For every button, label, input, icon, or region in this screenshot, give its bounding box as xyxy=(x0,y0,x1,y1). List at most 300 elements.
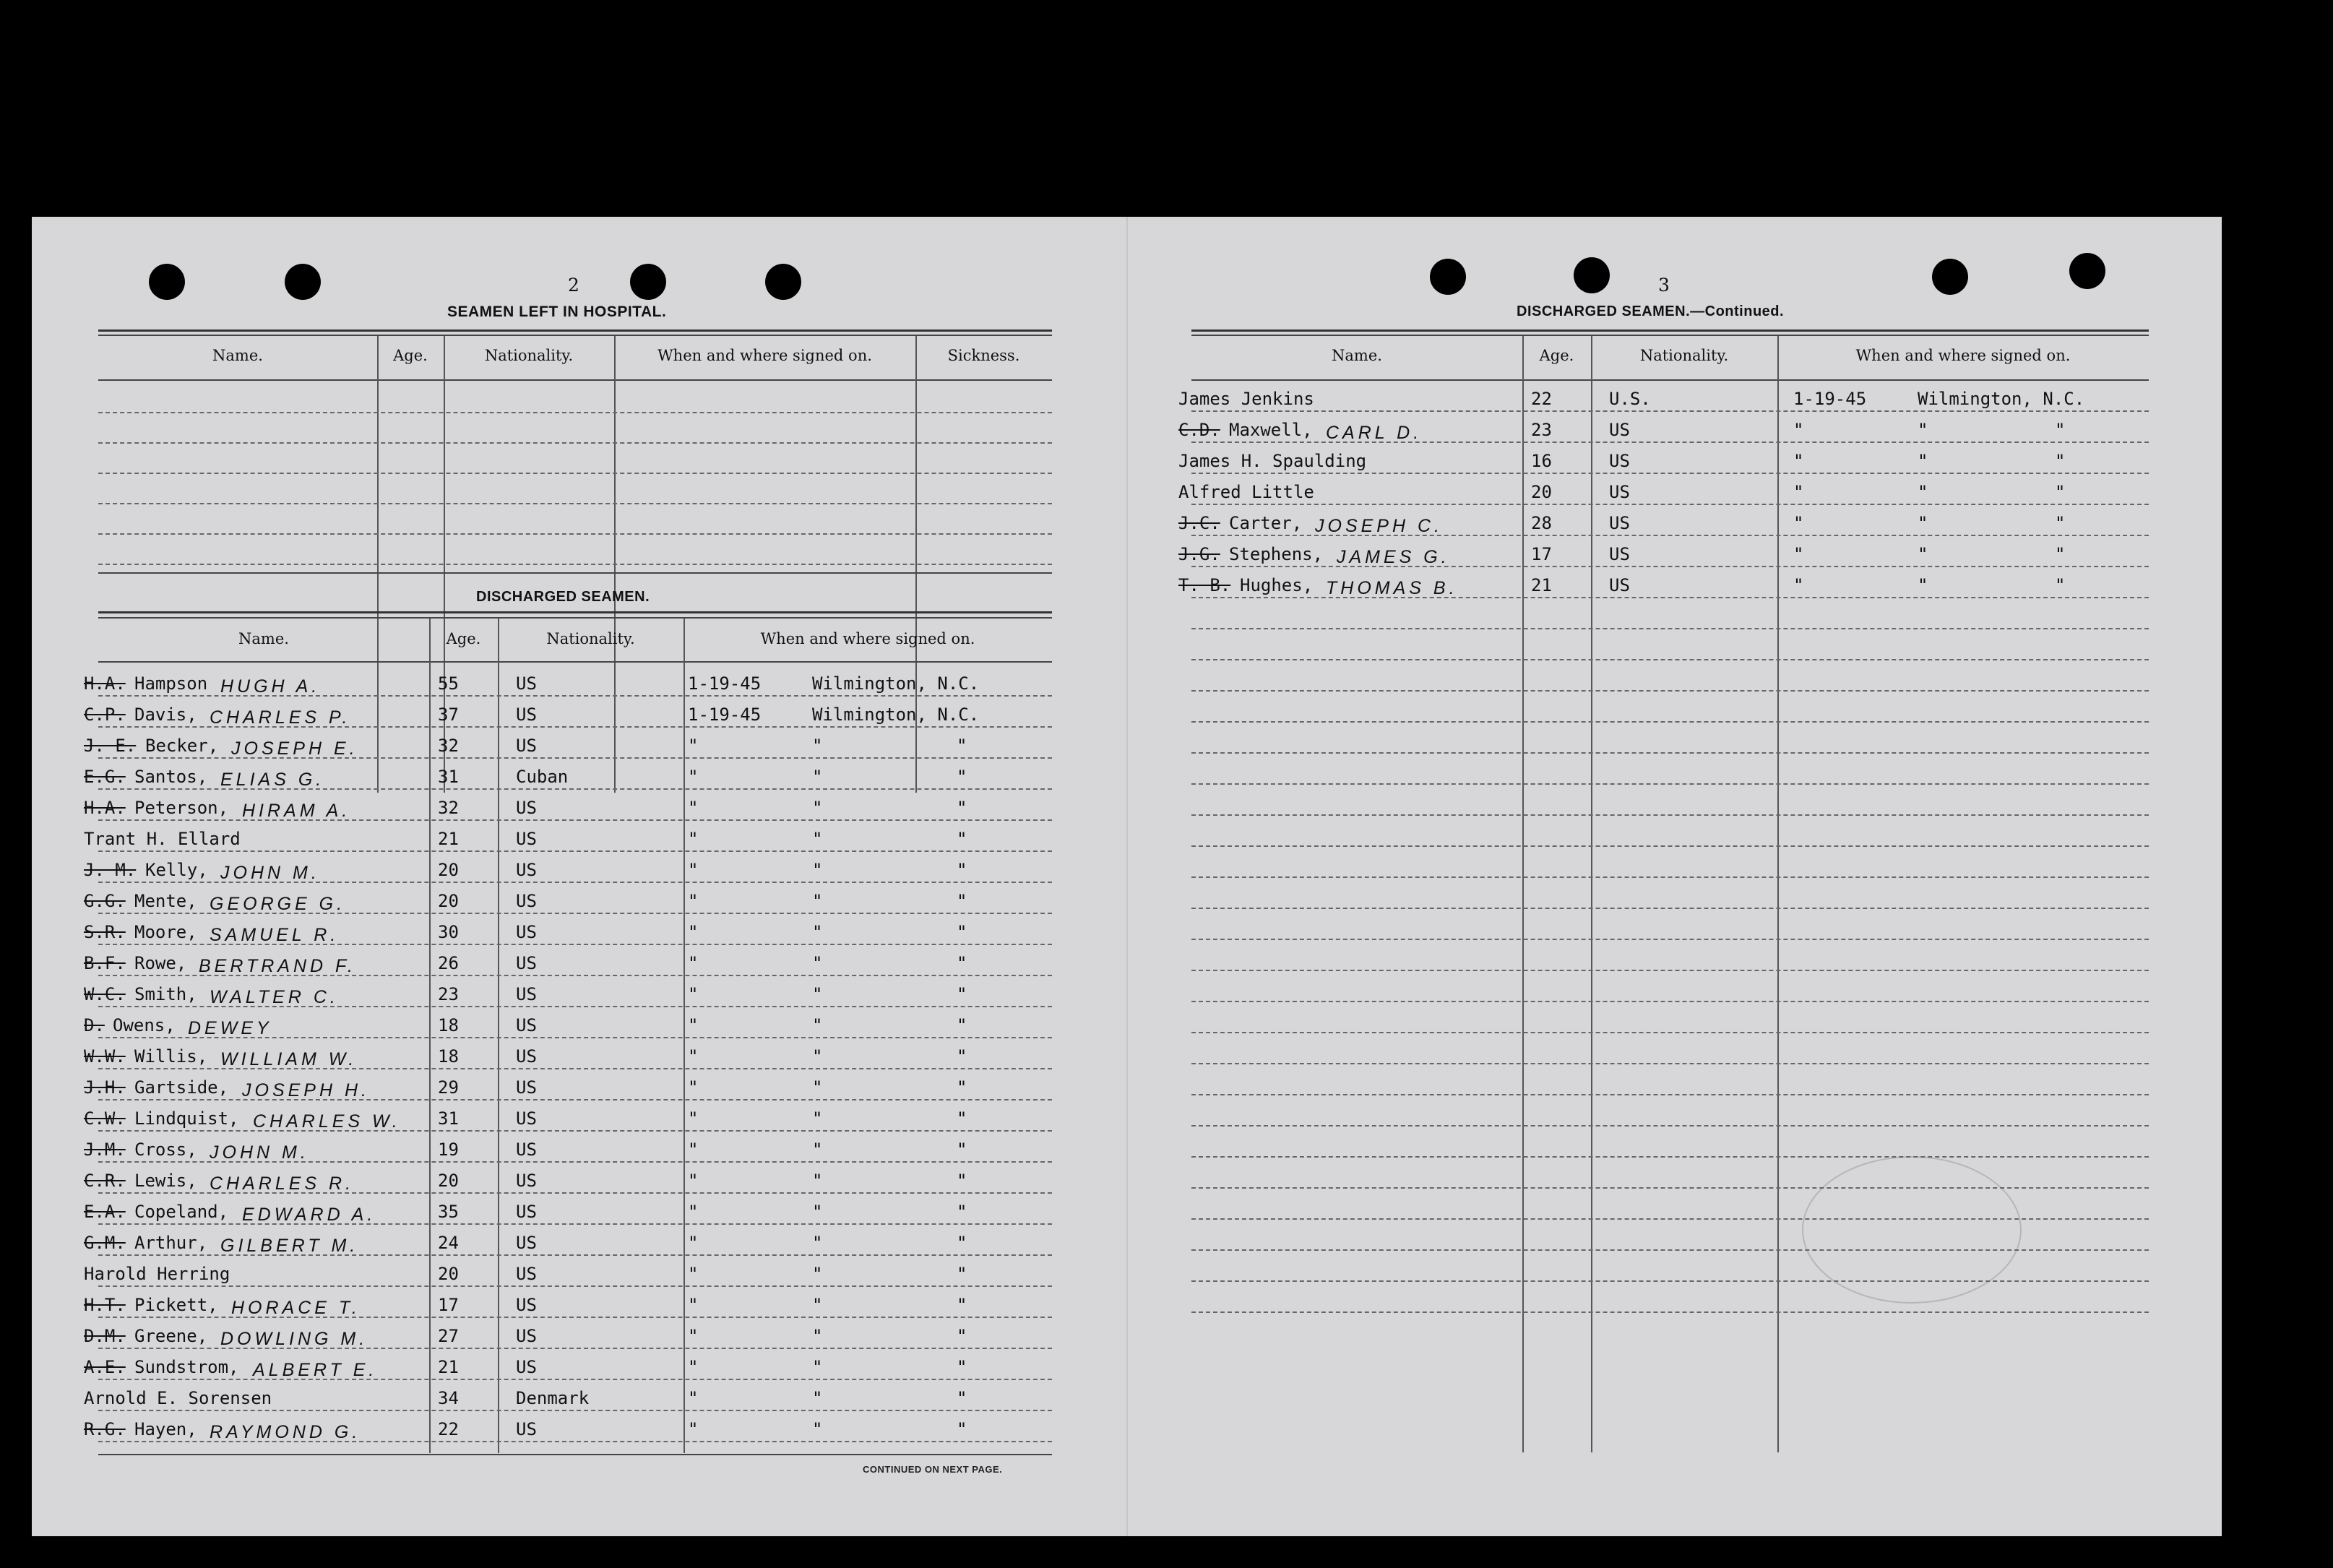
discharged-bottom-rule xyxy=(98,1454,1052,1455)
signed-on-date: " xyxy=(1793,420,1804,440)
signed-on-state: " xyxy=(2055,451,2066,471)
signed-on-state: " xyxy=(957,1295,967,1315)
handwritten-name: DEWEY xyxy=(188,1018,272,1038)
signed-on-state: " xyxy=(957,860,967,880)
signed-on-place: Wilmington, N.C. xyxy=(812,673,980,694)
seaman-initials: C.R. xyxy=(84,1171,126,1191)
seaman-nationality: US xyxy=(516,1295,537,1315)
seaman-nationality: Denmark xyxy=(516,1388,590,1408)
hospital-row-line xyxy=(98,412,1052,413)
hospital-row-line xyxy=(98,442,1052,444)
seaman-initials: J. E. xyxy=(84,736,137,756)
signed-on-state: " xyxy=(2055,513,2066,533)
seaman-age: 20 xyxy=(438,1171,459,1191)
seaman-initials: E.A. xyxy=(84,1202,126,1222)
seaman-initials: G.M. xyxy=(84,1233,126,1253)
seaman-initials: H.A. xyxy=(84,673,126,694)
signed-on-place: " xyxy=(812,860,823,880)
signed-on-state: " xyxy=(957,1015,967,1035)
signed-on-state: " xyxy=(957,953,967,973)
signed-on-place: " xyxy=(1918,482,1928,502)
signed-on-date: " xyxy=(1793,513,1804,533)
handwritten-name: WALTER C. xyxy=(210,987,339,1007)
signed-on-date: " xyxy=(688,1140,699,1160)
hospital-row-line xyxy=(98,503,1052,504)
seaman-initials: A.E. xyxy=(84,1357,126,1377)
seaman-age: 31 xyxy=(438,767,459,787)
signed-on-state: " xyxy=(957,891,967,911)
seaman-age: 17 xyxy=(438,1295,459,1315)
seaman-age: 16 xyxy=(1531,451,1552,471)
signed-on-state: " xyxy=(957,1202,967,1222)
seaman-nationality: US xyxy=(1609,513,1630,533)
hospital-header-nationality: Nationality. xyxy=(484,347,574,364)
row-rule xyxy=(98,1099,1052,1100)
signed-on-state: " xyxy=(957,1046,967,1067)
signed-on-state: " xyxy=(957,829,967,849)
signed-on-date: 1-19-45 xyxy=(1793,389,1867,409)
seaman-initials: D. xyxy=(84,1015,105,1035)
row-rule xyxy=(1191,473,2149,474)
row-rule xyxy=(1191,783,2149,785)
row-rule xyxy=(1191,1249,2149,1251)
seaman-surname: Mente, xyxy=(134,891,197,911)
signed-on-date: " xyxy=(688,798,699,818)
handwritten-name: DOWLING M. xyxy=(220,1329,368,1349)
seaman-age: 21 xyxy=(1531,575,1552,595)
seaman-surname: Copeland, xyxy=(134,1202,229,1222)
seaman-nationality: US xyxy=(516,1171,537,1191)
seaman-age: 29 xyxy=(438,1077,459,1098)
signed-on-date: " xyxy=(688,984,699,1004)
discharged-col-divider xyxy=(429,619,431,1453)
seaman-initials: C.P. xyxy=(84,705,126,725)
handwritten-name: BERTRAND F. xyxy=(199,956,357,976)
signed-on-date: " xyxy=(688,1202,699,1222)
seaman-initials: E.G. xyxy=(84,767,126,787)
row-rule xyxy=(1191,628,2149,629)
seaman-surname: Willis, xyxy=(134,1046,208,1067)
signed-on-date: " xyxy=(688,1419,699,1439)
row-rule xyxy=(1191,566,2149,567)
seaman-nationality: US xyxy=(516,860,537,880)
row-rule xyxy=(98,850,1052,852)
row-rule xyxy=(98,1223,1052,1225)
seaman-surname: Santos, xyxy=(134,767,208,787)
seaman-age: 24 xyxy=(438,1233,459,1253)
seaman-surname: Lewis, xyxy=(134,1171,197,1191)
signed-on-state: " xyxy=(957,1388,967,1408)
seaman-nationality: U.S. xyxy=(1609,389,1651,409)
signed-on-place: " xyxy=(812,1264,823,1284)
seaman-surname: James Jenkins xyxy=(1178,389,1314,409)
signed-on-place: " xyxy=(812,1388,823,1408)
handwritten-name: GEORGE G. xyxy=(210,894,346,914)
handwritten-name: GILBERT M. xyxy=(220,1236,359,1256)
seaman-nationality: US xyxy=(1609,420,1630,440)
signed-on-place: Wilmington, N.C. xyxy=(1918,389,2085,409)
handwritten-name: CHARLES R. xyxy=(210,1173,355,1194)
seaman-initials: C.D. xyxy=(1178,420,1220,440)
punch-hole xyxy=(1430,259,1466,295)
seaman-surname: Peterson, xyxy=(134,798,229,818)
seaman-nationality: US xyxy=(516,798,537,818)
row-rule xyxy=(1191,1001,2149,1002)
seaman-initials: S.R. xyxy=(84,922,126,942)
handwritten-name: CHARLES W. xyxy=(253,1111,401,1132)
hospital-header-rule xyxy=(98,335,1052,336)
signed-on-place: " xyxy=(812,1140,823,1160)
hospital-row-line xyxy=(98,564,1052,565)
seaman-age: 18 xyxy=(438,1015,459,1035)
signed-on-date: " xyxy=(1793,575,1804,595)
seaman-surname: Carter, xyxy=(1229,513,1303,533)
seaman-surname: Kelly, xyxy=(145,860,208,880)
row-rule xyxy=(1191,1063,2149,1064)
signed-on-state: " xyxy=(957,1077,967,1098)
signed-on-place: " xyxy=(812,1171,823,1191)
seaman-age: 32 xyxy=(438,798,459,818)
signed-on-place: " xyxy=(1918,544,1928,564)
row-rule xyxy=(1191,1187,2149,1189)
row-rule xyxy=(1191,721,2149,723)
row-rule xyxy=(98,819,1052,821)
seaman-nationality: US xyxy=(516,705,537,725)
seaman-age: 20 xyxy=(438,860,459,880)
hospital-bottom-rule xyxy=(98,572,1052,574)
seaman-initials: H.A. xyxy=(84,798,126,818)
seaman-surname: Owens, xyxy=(113,1015,176,1035)
handwritten-name: HUGH A. xyxy=(220,676,321,697)
discharged-top-rule xyxy=(98,611,1052,613)
signed-on-place: " xyxy=(1918,451,1928,471)
row-rule xyxy=(1191,1218,2149,1220)
signed-on-place: " xyxy=(812,953,823,973)
seaman-nationality: US xyxy=(1609,482,1630,502)
handwritten-name: HORACE T. xyxy=(231,1298,361,1318)
row-rule xyxy=(1191,1125,2149,1127)
row-rule xyxy=(1191,939,2149,940)
seaman-age: 18 xyxy=(438,1046,459,1067)
signed-on-date: " xyxy=(688,829,699,849)
seaman-nationality: US xyxy=(1609,544,1630,564)
seaman-age: 20 xyxy=(438,1264,459,1284)
row-rule xyxy=(1191,1094,2149,1095)
discharged-header-age: Age. xyxy=(446,630,481,647)
right-header-rule xyxy=(1191,335,2149,336)
seaman-surname: Arthur, xyxy=(134,1233,208,1253)
signed-on-place: " xyxy=(812,1357,823,1377)
hospital-header-bottom-rule xyxy=(98,379,1052,381)
signed-on-date: " xyxy=(688,922,699,942)
seaman-age: 35 xyxy=(438,1202,459,1222)
seaman-surname: Trant H. Ellard xyxy=(84,829,241,849)
signed-on-state: " xyxy=(2055,575,2066,595)
seaman-surname: Pickett, xyxy=(134,1295,218,1315)
seaman-nationality: US xyxy=(516,984,537,1004)
signed-on-date: " xyxy=(688,1326,699,1346)
hospital-header-sickness: Sickness. xyxy=(947,347,1020,364)
row-rule xyxy=(1191,690,2149,692)
seaman-nationality: Cuban xyxy=(516,767,569,787)
seaman-nationality: US xyxy=(516,922,537,942)
handwritten-name: JOSEPH H. xyxy=(242,1080,370,1100)
seaman-age: 32 xyxy=(438,736,459,756)
seaman-surname: Maxwell, xyxy=(1229,420,1313,440)
hospital-row-line xyxy=(98,533,1052,535)
row-rule xyxy=(98,1130,1052,1132)
continued-title: DISCHARGED SEAMEN.—Continued. xyxy=(1517,303,1785,319)
seaman-initials: J.C. xyxy=(1178,513,1220,533)
signed-on-date: " xyxy=(688,1264,699,1284)
handwritten-name: RAYMOND G. xyxy=(210,1422,361,1442)
signed-on-state: " xyxy=(957,1419,967,1439)
punch-hole xyxy=(1932,259,1968,295)
seaman-age: 23 xyxy=(438,984,459,1004)
signed-on-state: " xyxy=(2055,544,2066,564)
handwritten-name: JOHN M. xyxy=(210,1142,309,1163)
seaman-surname: Stephens, xyxy=(1229,544,1324,564)
seaman-nationality: US xyxy=(516,736,537,756)
signed-on-place: " xyxy=(812,767,823,787)
signed-on-date: " xyxy=(688,1077,699,1098)
signed-on-place: " xyxy=(812,1326,823,1346)
seaman-nationality: US xyxy=(516,1326,537,1346)
punch-hole xyxy=(2069,253,2105,289)
punch-hole xyxy=(285,264,321,300)
handwritten-name: ALBERT E. xyxy=(253,1360,378,1380)
seaman-age: 21 xyxy=(438,829,459,849)
seaman-age: 26 xyxy=(438,953,459,973)
seaman-age: 20 xyxy=(1531,482,1552,502)
seaman-age: 22 xyxy=(438,1419,459,1439)
seaman-initials: W.W. xyxy=(84,1046,126,1067)
seaman-age: 55 xyxy=(438,673,459,694)
seaman-nationality: US xyxy=(516,1264,537,1284)
seaman-nationality: US xyxy=(516,1015,537,1035)
handwritten-name: THOMAS B. xyxy=(1326,578,1458,598)
seaman-nationality: US xyxy=(516,1419,537,1439)
seaman-initials: J.H. xyxy=(84,1077,126,1098)
page-fold xyxy=(1126,217,1128,1536)
signed-on-state: " xyxy=(957,1171,967,1191)
seaman-age: 27 xyxy=(438,1326,459,1346)
row-rule xyxy=(1191,752,2149,754)
seaman-nationality: US xyxy=(516,1233,537,1253)
signed-on-state: " xyxy=(2055,482,2066,502)
seaman-surname: Alfred Little xyxy=(1178,482,1314,502)
signed-on-place: " xyxy=(1918,420,1928,440)
right-header-name: Name. xyxy=(1332,347,1382,364)
seaman-surname: Smith, xyxy=(134,984,197,1004)
signed-on-place: Wilmington, N.C. xyxy=(812,705,980,725)
seaman-nationality: US xyxy=(516,891,537,911)
signed-on-date: 1-19-45 xyxy=(688,705,762,725)
seaman-age: 37 xyxy=(438,705,459,725)
signed-on-place: " xyxy=(812,736,823,756)
seaman-nationality: US xyxy=(1609,451,1630,471)
signed-on-place: " xyxy=(812,1419,823,1439)
signed-on-place: " xyxy=(812,891,823,911)
hospital-header-signed-on: When and where signed on. xyxy=(657,347,872,364)
signed-on-place: " xyxy=(812,922,823,942)
signed-on-date: " xyxy=(688,1171,699,1191)
signed-on-state: " xyxy=(957,1357,967,1377)
signed-on-place: " xyxy=(812,829,823,849)
seaman-age: 28 xyxy=(1531,513,1552,533)
signed-on-place: " xyxy=(812,1202,823,1222)
seaman-nationality: US xyxy=(516,1357,537,1377)
handwritten-name: EDWARD A. xyxy=(242,1205,376,1225)
continued-note: CONTINUED ON NEXT PAGE. xyxy=(863,1464,1003,1475)
seaman-initials: T. B. xyxy=(1178,575,1231,595)
seaman-nationality: US xyxy=(516,829,537,849)
seaman-nationality: US xyxy=(516,1108,537,1129)
seaman-surname: Hampson xyxy=(134,673,208,694)
row-rule xyxy=(1191,814,2149,816)
discharged-header-bottom-rule xyxy=(98,661,1052,663)
seaman-nationality: US xyxy=(516,953,537,973)
discharged-col-divider xyxy=(498,619,499,1453)
row-rule xyxy=(1191,504,2149,505)
signed-on-date: " xyxy=(688,1046,699,1067)
signed-on-state: " xyxy=(957,1326,967,1346)
row-rule xyxy=(1191,845,2149,847)
discharged-header-nationality: Nationality. xyxy=(546,630,635,647)
seaman-initials: J.M. xyxy=(84,1140,126,1160)
signed-on-state: " xyxy=(957,1264,967,1284)
seaman-nationality: US xyxy=(1609,575,1630,595)
signed-on-date: " xyxy=(688,891,699,911)
seaman-age: 34 xyxy=(438,1388,459,1408)
signed-on-state: " xyxy=(957,984,967,1004)
signed-on-date: " xyxy=(688,736,699,756)
handwritten-name: JOSEPH C. xyxy=(1315,516,1443,536)
signed-on-place: " xyxy=(812,798,823,818)
row-rule xyxy=(98,1379,1052,1380)
seaman-initials: W.C. xyxy=(84,984,126,1004)
discharged-header-signed-on: When and where signed on. xyxy=(760,630,975,647)
seaman-initials: D.M. xyxy=(84,1326,126,1346)
signed-on-state: " xyxy=(957,798,967,818)
row-rule xyxy=(1191,1311,2149,1313)
right-header-age: Age. xyxy=(1539,347,1574,364)
seaman-age: 31 xyxy=(438,1108,459,1129)
seaman-surname: Harold Herring xyxy=(84,1264,230,1284)
discharged-title: DISCHARGED SEAMEN. xyxy=(476,589,650,605)
row-rule xyxy=(1191,659,2149,660)
signed-on-state: " xyxy=(2055,420,2066,440)
hospital-row-line xyxy=(98,473,1052,474)
row-rule xyxy=(98,1410,1052,1411)
seaman-age: 19 xyxy=(438,1140,459,1160)
punch-hole xyxy=(765,264,801,300)
signed-on-date: " xyxy=(1793,482,1804,502)
seaman-surname: Davis, xyxy=(134,705,197,725)
row-rule xyxy=(1191,1156,2149,1158)
seaman-surname: Lindquist, xyxy=(134,1108,239,1129)
seaman-surname: Moore, xyxy=(134,922,197,942)
discharged-col-divider xyxy=(683,619,685,1453)
signed-on-date: " xyxy=(1793,544,1804,564)
signed-on-place: " xyxy=(812,1108,823,1129)
signed-on-place: " xyxy=(1918,575,1928,595)
seaman-age: 23 xyxy=(1531,420,1552,440)
seaman-age: 21 xyxy=(438,1357,459,1377)
seaman-surname: Greene, xyxy=(134,1326,208,1346)
row-rule xyxy=(1191,908,2149,909)
right-header-signed-on: When and where signed on. xyxy=(1855,347,2071,364)
seaman-surname: Hayen, xyxy=(134,1419,197,1439)
handwritten-name: CHARLES P. xyxy=(210,707,351,728)
seaman-surname: Gartside, xyxy=(134,1077,229,1098)
signed-on-date: " xyxy=(688,767,699,787)
signed-on-date: " xyxy=(688,1357,699,1377)
signed-on-date: 1-19-45 xyxy=(688,673,762,694)
seaman-nationality: US xyxy=(516,1140,537,1160)
handwritten-name: ELIAS G. xyxy=(220,770,325,790)
signed-on-state: " xyxy=(957,767,967,787)
signed-on-date: " xyxy=(688,1295,699,1315)
punch-hole xyxy=(630,264,666,300)
seaman-surname: Arnold E. Sorensen xyxy=(84,1388,272,1408)
signed-on-date: " xyxy=(688,953,699,973)
handwritten-name: JOSEPH E. xyxy=(231,738,358,759)
row-rule xyxy=(1191,876,2149,878)
page-number-right: 3 xyxy=(1658,275,1670,296)
signed-on-place: " xyxy=(812,1233,823,1253)
signed-on-date: " xyxy=(688,1388,699,1408)
signed-on-date: " xyxy=(1793,451,1804,471)
seaman-surname: Becker, xyxy=(145,736,219,756)
seaman-initials: G.G. xyxy=(84,891,126,911)
seaman-nationality: US xyxy=(516,1202,537,1222)
document-paper xyxy=(32,217,2222,1536)
handwritten-name: WILLIAM W. xyxy=(220,1049,358,1069)
seaman-nationality: US xyxy=(516,1046,537,1067)
signed-on-date: " xyxy=(688,1233,699,1253)
seaman-initials: J. M. xyxy=(84,860,137,880)
seaman-initials: H.T. xyxy=(84,1295,126,1315)
hospital-header-age: Age. xyxy=(393,347,428,364)
seaman-nationality: US xyxy=(516,673,537,694)
seaman-initials: R.G. xyxy=(84,1419,126,1439)
seaman-age: 30 xyxy=(438,922,459,942)
signed-on-place: " xyxy=(812,984,823,1004)
seaman-age: 20 xyxy=(438,891,459,911)
page-number-left: 2 xyxy=(568,275,579,296)
seaman-nationality: US xyxy=(516,1077,537,1098)
seaman-initials: B.F. xyxy=(84,953,126,973)
signed-on-state: " xyxy=(957,1108,967,1129)
signed-on-place: " xyxy=(812,1046,823,1067)
handwritten-name: CARL D. xyxy=(1326,423,1423,443)
seaman-initials: J.G. xyxy=(1178,544,1220,564)
seaman-surname: Cross, xyxy=(134,1140,197,1160)
row-rule xyxy=(1191,1032,2149,1033)
hospital-header-name: Name. xyxy=(212,347,263,364)
seaman-initials: C.W. xyxy=(84,1108,126,1129)
right-header-nationality: Nationality. xyxy=(1639,347,1729,364)
seaman-age: 22 xyxy=(1531,389,1552,409)
handwritten-name: JAMES G. xyxy=(1337,547,1450,567)
signed-on-state: " xyxy=(957,1140,967,1160)
discharged-header-rule xyxy=(98,617,1052,619)
right-top-rule xyxy=(1191,329,2149,332)
signed-on-place: " xyxy=(1918,513,1928,533)
row-rule xyxy=(1191,410,2149,412)
seaman-surname: James H. Spaulding xyxy=(1178,451,1367,471)
